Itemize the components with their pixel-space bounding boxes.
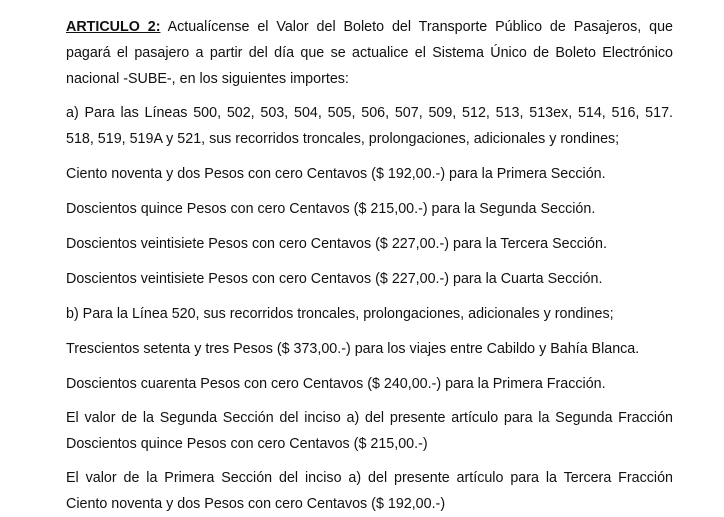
fare-line-a-4: Doscientos veintisiete Pesos con cero Centavos ($ 227,00.-) para la Cuarta Sección. [66, 271, 603, 287]
section-a-heading: a) Para las Líneas 500, 502, 503, 504, 505, 506, 507, 509, 512, 513, 513ex, 514, 516, 517. 518, 519, 519A y 521, sus recorridos troncales, prolongaciones, adicionales y rondines; [66, 105, 673, 147]
fare-line-a-1: Ciento noventa y dos Pesos con cero Centavos ($ 192,00.-) para la Primera Sección. [66, 166, 606, 182]
article-intro-text: Actualícense el Valor del Boleto del Transporte Público de Pasajeros, que pagará el pasajero a partir del día que se actualice el Sistema Único de Boleto Electrónico nacional -SUBE-, en los siguientes importes: [66, 19, 673, 87]
article-intro-paragraph [66, 14, 673, 92]
fare-line-b-1: Trescientos setenta y tres Pesos ($ 373,00.-) para los viajes entre Cabildo y Bahía Blanca. [66, 341, 640, 357]
fare-line-a-3: Doscientos veintisiete Pesos con cero Centavos ($ 227,00.-) para la Tercera Sección. [66, 236, 607, 252]
fare-note-b-1: El valor de la Segunda Sección del inciso a) del presente artículo para la Segunda Fracción Doscientos quince Pesos con cero Centavos ($ 215,00.-) [66, 410, 673, 452]
article-label: ARTICULO 2: [66, 19, 161, 35]
fare-line-b-2: Doscientos cuarenta Pesos con cero Centavos ($ 240,00.-) para la Primera Fracción. [66, 376, 606, 392]
fare-note-b-2: El valor de la Primera Sección del inciso a) del presente artículo para la Tercera Fracción Ciento noventa y dos Pesos con cero Centavos ($ 192,00.-) [66, 470, 673, 512]
document-page [66, 14, 673, 517]
section-b-heading: b) Para la Línea 520, sus recorridos troncales, prolongaciones, adicionales y rondines; [66, 306, 614, 322]
fare-line-a-2: Doscientos quince Pesos con cero Centavos ($ 215,00.-) para la Segunda Sección. [66, 201, 596, 217]
